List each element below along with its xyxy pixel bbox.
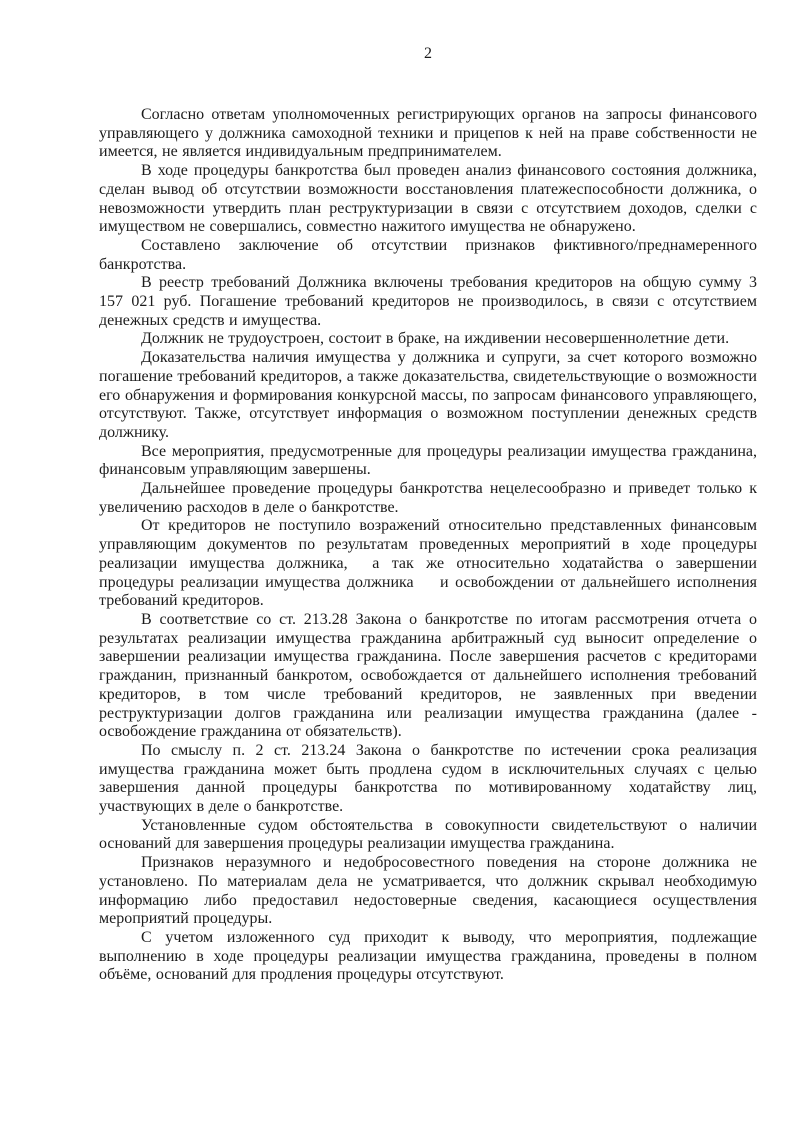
paragraph-2: В ходе процедуры банкротства был проведен анализ финансового состояния должника, сделан вывод об отсутствии возможности восстановления платежеспособности должника, о невозможности утвердить план реструктуризации в связи с отсутствием доходов, сделки с имуществом не совершались, совместно нажитого имущества не обнаружено. [99,162,762,236]
paragraph-5: Должник не трудоустроен, состоит в браке, на иждивении несовершеннолетние дети. [141,330,730,348]
paragraph-7: Все мероприятия, предусмотренные для процедуры реализации имущества гражданина, финансовым управляющим завершены. [99,442,762,479]
paragraph-9: От кредиторов не поступило возражений относительно представленных финансовым управляющим документов по результатам проведенных мероприятий в ходе процедуры реализации имущества должника, а так же относительно ходатайства о завершении процедуры реализации имущества должника и освобождении от дальнейшего исполнения требований кредиторов. [99,517,762,610]
paragraph-10: В соответствие со ст. 213.28 Закона о банкротстве по итогам рассмотрения отчета о результатах реализации имущества гражданина арбитражный суд выносит определение о завершении реализации имущества гражданина. После завершения расчетов с кредиторами гражданин, признанный банкротом, освобождается от дальнейшего исполнения требований кредиторов, в том числе требований кредиторов, не заявленных при введении реструктуризации долгов гражданина или реализации имущества гражданина (далее - освобождение гражданина от обязательств). [99,610,762,741]
paragraph-6: Доказательства наличия имущества у должника и супруги, за счет которого возможно погашение требований кредиторов, а также доказательства, свидетельствующие о возможности его обнаружения и формирования конкурсной массы, по запросам финансового управляющего, отсутствуют. Также, отсутствует информация о возможном поступлении денежных средств должнику. [99,349,762,441]
paragraph-1: Согласно ответам уполномоченных регистрирующих органов на запросы финансового управляющего у должника самоходной техники и прицепов к ней на праве собственности не имеется, не является индивидуальным предпринимателем. [99,106,762,161]
paragraph-8: Дальнейшее проведение процедуры банкротства нецелесообразно и приведет только к увеличению расходов в деле о банкротстве. [99,480,762,516]
paragraph-3: Составлено заключение об отсутствии признаков фиктивного/преднамеренного банкротства. [99,236,762,273]
paragraph-13: Признаков неразумного и недобросовестного поведения на стороне должника не установлено. По материалам дела не усматривается, что должник скрывал необходимую информацию либо предоставил недостоверные сведения, касающиеся осуществления мероприятий процедуры. [99,854,762,928]
paragraph-4: В реестр требований Должника включены требования кредиторов на общую сумму 3 157 021 руб. Погашение требований кредиторов не производилось, в связи с отсутствием денежных средств и имущества. [99,274,762,329]
document-body [99,106,762,985]
paragraph-14: С учетом изложенного суд приходит к выводу, что мероприятия, подлежащие выполнению в ходе процедуры реализации имущества гражданина, проведены в полном объёме, оснований для продления процедуры отсутствуют. [99,928,762,984]
page-number: 2 [424,45,432,62]
paragraph-11: По смыслу п. 2 ст. 213.24 Закона о банкротстве по истечении срока реализация имущества гражданина может быть продлена судом в исключительных случаях с целью завершения данной процедуры банкротства по мотивированному ходатайству лиц, участвующих в деле о банкротстве. [99,741,762,816]
paragraph-12: Установленные судом обстоятельства в совокупности свидетельствуют о наличии оснований для завершения процедуры реализации имущества гражданина. [99,816,762,853]
